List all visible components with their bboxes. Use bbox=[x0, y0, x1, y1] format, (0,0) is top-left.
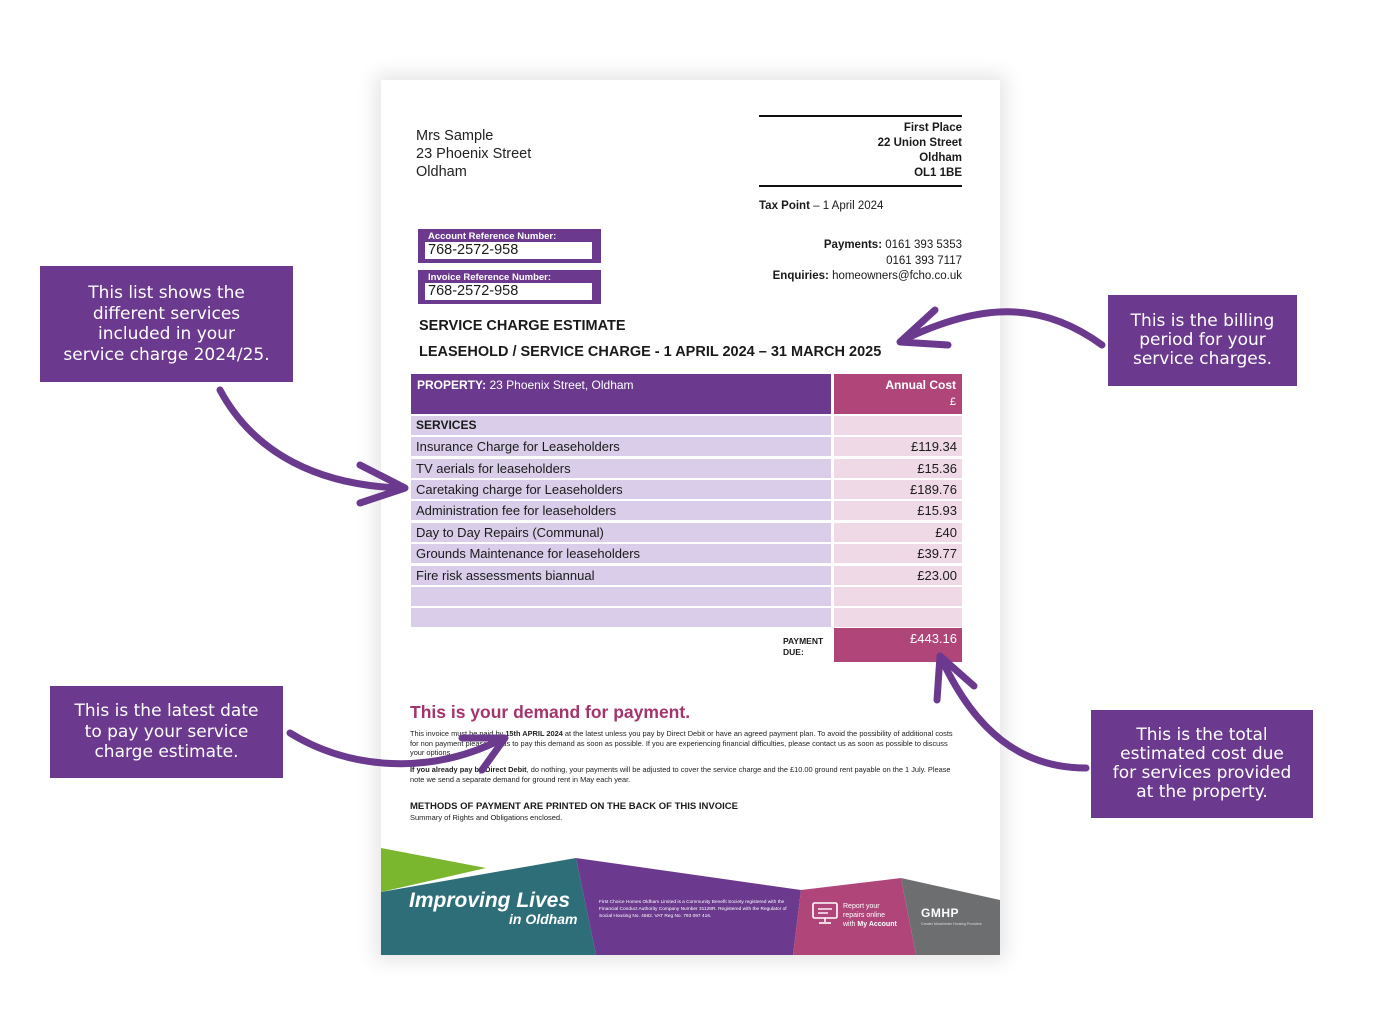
services-section-label: SERVICES bbox=[411, 416, 831, 435]
sender-address bbox=[759, 115, 962, 187]
enquiries-email: homeowners@fcho.co.uk bbox=[832, 270, 962, 282]
arrow-to-services-list bbox=[220, 390, 400, 488]
footer-legal-text: First Choice Homes Oldham Limited is a Community Benefit Society registered with the Financial Conduct Authority Company Number 31128R. Registered with the Regulator of Social Housing No. 4582. VAT Reg No. 793 097 416. bbox=[599, 900, 787, 919]
computer-monitor-icon bbox=[811, 901, 839, 925]
gmhp-logo: GMHP bbox=[921, 906, 959, 920]
callout-total-line: at the property. bbox=[1136, 782, 1268, 802]
rights-summary-note: Summary of Rights and Obligations enclosed. bbox=[410, 813, 563, 822]
service-row-name: Day to Day Repairs (Communal) bbox=[411, 523, 831, 542]
callout-billing-period bbox=[1108, 295, 1297, 386]
payment-due-label-line-2: DUE: bbox=[783, 646, 804, 657]
contact-details bbox=[773, 238, 962, 285]
account-reference-box bbox=[418, 229, 601, 263]
payments-phone-1: 0161 393 5353 bbox=[885, 239, 962, 251]
callout-services-line: This list shows the bbox=[88, 283, 245, 303]
callout-total-line: for services provided bbox=[1112, 763, 1292, 783]
payment-due-amount: £443.16 bbox=[834, 628, 962, 662]
callout-total-line: estimated cost due bbox=[1120, 744, 1284, 764]
empty-row-cost bbox=[834, 587, 962, 606]
annual-cost-header bbox=[834, 374, 962, 414]
service-row-cost: £15.93 bbox=[834, 501, 962, 520]
callout-billing-line: This is the billing bbox=[1130, 311, 1275, 331]
callout-services-line: different services bbox=[92, 303, 241, 324]
report-repairs-online bbox=[843, 902, 897, 929]
report-line-3a: with bbox=[843, 921, 856, 928]
service-row-cost: £23.00 bbox=[834, 566, 962, 585]
callout-latest-date bbox=[50, 686, 283, 778]
billing-period-heading: LEASEHOLD / SERVICE CHARGE - 1 APRIL 2024 – 31 MARCH 2025 bbox=[419, 344, 882, 360]
terms-text-end: at the latest unless you pay by Direct Debit or have an agreed payment plan. To avoid the possibility of additional costs for non payment please call us to pay this demand as soon as possible. If you are experiencing financial difficulties, please contact us as soon as possible to discuss your options. bbox=[410, 729, 953, 758]
recipient-address bbox=[416, 127, 531, 181]
property-label: PROPERTY: bbox=[417, 378, 487, 392]
service-row-name: Fire risk assessments biannual bbox=[411, 566, 831, 585]
payment-due-label-line-1: PAYMENT bbox=[783, 636, 824, 646]
callout-total-line: This is the total bbox=[1136, 725, 1268, 745]
callout-services-line: included in your bbox=[98, 324, 235, 344]
service-row-name: TV aerials for leaseholders bbox=[411, 459, 831, 478]
service-row-cost: £119.34 bbox=[834, 437, 962, 456]
callout-billing-line: service charges. bbox=[1132, 349, 1273, 369]
invoice-document bbox=[381, 80, 1000, 955]
sender-line-1: First Place bbox=[903, 122, 962, 134]
direct-debit-paragraph bbox=[410, 765, 955, 784]
report-line-2: repairs online bbox=[843, 912, 886, 919]
callout-services-line: service charge 2024/25. bbox=[63, 344, 270, 365]
sender-line-4: OL1 1BE bbox=[914, 167, 962, 179]
callout-latest-date-line: charge estimate. bbox=[94, 742, 239, 763]
callout-latest-date-line: This is the latest date bbox=[74, 701, 259, 722]
property-header bbox=[411, 374, 831, 414]
my-account-label: My Account bbox=[857, 921, 897, 928]
tax-point-value: – 1 April 2024 bbox=[813, 200, 884, 212]
empty-row-cost bbox=[834, 608, 962, 627]
due-date: 15th APRIL 2024 bbox=[505, 729, 563, 738]
annual-cost-label: Annual Cost bbox=[885, 378, 956, 392]
service-row-name: Grounds Maintenance for leaseholders bbox=[411, 544, 831, 563]
service-row-cost: £39.77 bbox=[834, 544, 962, 563]
empty-row bbox=[411, 608, 831, 627]
recipient-town: Oldham bbox=[416, 164, 467, 180]
brand-main: Improving Lives bbox=[409, 889, 571, 912]
document-title: SERVICE CHARGE ESTIMATE bbox=[419, 318, 626, 334]
sender-line-3: Oldham bbox=[919, 152, 962, 164]
service-row-name: Administration fee for leaseholders bbox=[411, 501, 831, 520]
property-value: 23 Phoenix Street, Oldham bbox=[489, 378, 634, 392]
report-line-1: Report your bbox=[843, 903, 880, 910]
recipient-name: Mrs Sample bbox=[416, 128, 494, 144]
service-row-cost: £189.76 bbox=[834, 480, 962, 499]
sender-line-2: 22 Union Street bbox=[877, 137, 962, 149]
tax-point-label: Tax Point bbox=[759, 200, 810, 212]
services-section-cost bbox=[834, 416, 962, 435]
payment-terms-paragraph bbox=[410, 729, 955, 758]
service-row-name: Insurance Charge for Leaseholders bbox=[411, 437, 831, 456]
gmhp-logo-subtext: Greater Manchester Housing Providers bbox=[921, 922, 982, 926]
service-row-cost: £15.36 bbox=[834, 459, 962, 478]
payments-phone-2: 0161 393 7117 bbox=[886, 254, 962, 267]
enquiries-label: Enquiries: bbox=[772, 270, 829, 282]
account-reference-value: 768-2572-958 bbox=[425, 242, 592, 259]
payment-due-label bbox=[783, 636, 823, 657]
payments-label: Payments: bbox=[823, 239, 883, 251]
currency-symbol: £ bbox=[949, 396, 956, 408]
callout-total-cost bbox=[1091, 710, 1313, 818]
service-row-cost: £40 bbox=[834, 523, 962, 542]
direct-debit-lead: If you already pay by Direct Debit bbox=[410, 765, 527, 774]
callout-latest-date-line: to pay your service bbox=[84, 721, 249, 742]
empty-row bbox=[411, 587, 831, 606]
invoice-reference-box bbox=[418, 270, 601, 304]
callout-services-list bbox=[40, 266, 293, 382]
brand-sub: in Oldham bbox=[509, 911, 578, 927]
demand-heading: This is your demand for payment. bbox=[410, 702, 691, 722]
service-row-name: Caretaking charge for Leaseholders bbox=[411, 480, 831, 499]
payment-methods-note: METHODS OF PAYMENT ARE PRINTED ON THE BACK OF THIS INVOICE bbox=[410, 801, 738, 812]
invoice-reference-label: Invoice Reference Number: bbox=[428, 272, 552, 283]
direct-debit-text: , do nothing, your payments will be adjusted to cover the service charge and the £10.00 ground rent payable on the 1 July. Please note we send a separate demand for ground rent in May each year. bbox=[410, 765, 951, 784]
account-reference-label: Account Reference Number: bbox=[428, 231, 557, 242]
footer-brand bbox=[409, 890, 577, 926]
recipient-street: 23 Phoenix Street bbox=[416, 146, 532, 162]
terms-text-start: This invoice must be paid by bbox=[410, 729, 504, 738]
invoice-reference-value: 768-2572-958 bbox=[425, 283, 592, 300]
tax-point bbox=[759, 200, 883, 212]
callout-billing-line: period for your bbox=[1139, 330, 1266, 350]
